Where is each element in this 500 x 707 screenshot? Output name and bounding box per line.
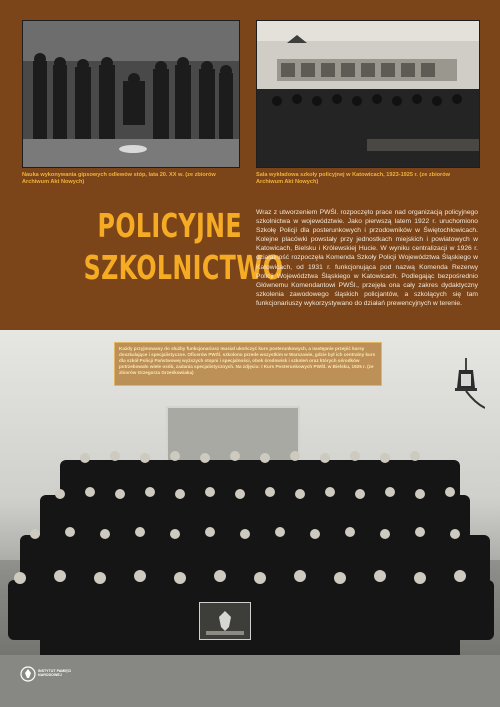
ipn-logo-text: INSTYTUT PAMIĘCI NARODOWEJ	[38, 669, 72, 678]
caption-photo1: Nauka wykonywania gipsowych odlewów stóp, lata 20. XX w. (ze zbiorów Archiwum Akt Nowych)	[22, 172, 216, 185]
eagle-emblem-icon	[200, 603, 250, 639]
unit-sign-board	[199, 602, 251, 640]
photo-plaster-casts	[22, 20, 240, 168]
photo-lecture-hall-image	[257, 21, 479, 167]
ipn-logo-icon	[20, 666, 36, 682]
photo-lecture-hall	[256, 20, 480, 168]
top-panel	[0, 0, 500, 330]
group-photo	[0, 330, 500, 707]
caption-photo2: Sala wykładowa szkoły policyjnej w Katowicach, 1923-1925 r. (ze zbiorów Archiwum Akt Nowych)	[256, 172, 450, 185]
photo-plaster-casts-image	[23, 21, 239, 167]
bottom-note: Każdy przyjmowany do służby funkcjonariusz musiał ukończyć kurs posterunkowych, a następnie przejść kursy doszkalające i specjalistyczne. Oficerów PWŚl. szkolono przede wszystkim w Warszawie, gdzie był ich centralny kurs dla szkół Policji Państwowej wyższych stopni i specjalności, obok środowisk i szkoleń oraz których ośrodków potrzebowało wiele osób, zadania specjalistycznych. Na zdjęciu: I Kurs Posterunkowych PWŚl. w Bielsku, 1925 r. (ze zbiorów Grzegorza Grześkowiaka)	[114, 342, 382, 386]
title-line2: SZKOLNICTWO	[83, 248, 284, 287]
title-line1: POLICYJNE	[97, 206, 242, 245]
page-title	[83, 205, 284, 289]
ipn-logo	[20, 666, 80, 688]
body-text: Wraz z utworzeniem PWŚl. rozpoczęto prace nad organizacją policyjnego szkolnictwa w województwie. Jako pierwszą latem 1922 r. uruchomiono Szkołę Policji dla posterunkowych i przodowników w Świętochłowicach. Kolejne placówki powstały przy jednostkach miejskich i powiatowych w Katowicach, Bielsku i Królewskiej Hucie. W wyniku centralizacji w 1926 r. działalność rozpoczęła Komenda Szkoły Policji Województwa Śląskiego w Katowicach, od 1931 r. funkcjonująca pod nazwą Komenda Rezerwy Policji Województwa Śląskiego w Katowicach. Podlegając bezpośrednio Głównemu Komendantowi PWŚl., przejęła ona cały zakres dydaktyczny szkolenia zawodowego śląskich policjantów, a szkolących się tam funkcjonariuszy wykorzystywano do działań prewencyjnych w terenie.	[256, 209, 478, 307]
street-lamp-icon	[455, 358, 485, 413]
